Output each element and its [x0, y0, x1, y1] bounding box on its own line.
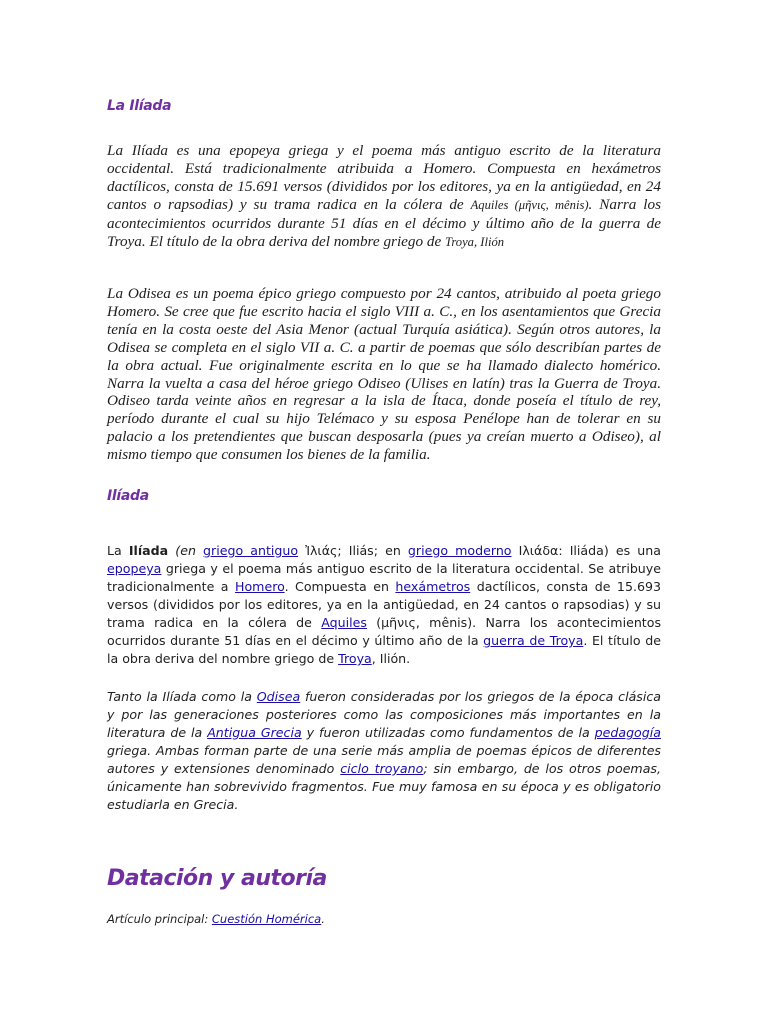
paragraph-text: Ιλιάδα: Iliáda) es una	[511, 543, 661, 558]
heading-iliada: Ilíada	[107, 488, 149, 504]
paragraph-iliada-odisea	[107, 688, 661, 814]
paragraph-text: . Compuesta en	[284, 579, 396, 594]
paragraph-iliada-intro	[107, 142, 661, 251]
link-antigua-grecia[interactable]: Antigua Grecia	[207, 725, 302, 740]
paragraph-text: ; sin embargo, de los otros poemas, únicamente han sobrevivido fragmentos. Fue muy famosa en su época y es obligatorio estudiarla en Grecia.	[107, 761, 661, 812]
paragraph-text: Troya, Ilión	[445, 234, 505, 249]
link-troya[interactable]: Troya	[338, 651, 372, 666]
heading-datacion-y-autoria: Datación y autoría	[107, 866, 327, 891]
heading-la-iliada: La Ilíada	[107, 98, 172, 114]
link-epopeya[interactable]: epopeya	[107, 561, 162, 576]
paragraph-text: (en	[168, 543, 204, 558]
paragraph-text: dactílicos, consta de 15.693 versos (divididos por los editores, ya en la antigüedad, en 24 cantos o rapsodias) y su trama radica en la cólera de	[107, 579, 662, 630]
link-pedagogia[interactable]: pedagogía	[594, 725, 661, 740]
paragraph-text: griega. Ambas forman parte de una serie más amplia de poemas épicos de diferentes autores y extensiones denominado	[107, 743, 661, 776]
bold-term: Ilíada	[128, 543, 169, 558]
paragraph-text: fueron consideradas por los griegos de la época clásica y por las generaciones posteriores como las composiciones más importantes en la literatura de la	[107, 689, 661, 740]
link-ciclo-troyano[interactable]: ciclo troyano	[340, 761, 424, 776]
main-article-note	[107, 912, 325, 926]
link-griego-moderno[interactable]: griego moderno	[407, 543, 512, 558]
paragraph-text: Ἰλιάς; Iliás; en	[298, 543, 408, 558]
paragraph-text: (μῆνις, mênis). Narra los acontecimientos ocurridos durante 51 días en el décimo y último año de la	[107, 615, 662, 648]
paragraph-iliada-wiki	[107, 542, 661, 668]
paragraph-text: Tanto la Ilíada como la	[107, 689, 257, 704]
paragraph-text: Aquiles (μῆνις, mênis)	[470, 197, 589, 212]
paragraph-text: . Narra los acontecimientos ocurridos durante 51 días en el décimo y último año de la guerra de Troya. El título de la obra deriva del nombre griego de	[107, 195, 662, 250]
note-prefix: Artículo principal:	[107, 912, 212, 926]
paragraph-text: , Ilión.	[371, 651, 411, 666]
note-suffix: .	[321, 912, 325, 926]
paragraph-text: La	[107, 543, 129, 558]
link-guerra-de-troya[interactable]: guerra de Troya	[483, 633, 584, 648]
paragraph-text: griega y el poema más antiguo escrito de la literatura occidental. Se atribuye tradicionalmente a	[107, 561, 661, 594]
link-hexametros[interactable]: hexámetros	[395, 579, 471, 594]
paragraph-odisea: La Odisea es un poema épico griego compuesto por 24 cantos, atribuido al poeta griego Homero. Se cree que fue escrito hacia el siglo VIII a. C., en los asentamientos que Grecia tenía en la costa oeste del Asia Menor (actual Turquía asiática). Según otros autores, la Odisea se completa en el siglo VII a. C. a partir de poemas que sólo describían partes de la obra actual. Fue originalmente escrita en lo que se ha llamado dialecto homérico. Narra la vuelta a casa del héroe griego Odiseo (Ulises en latín) tras la Guerra de Troya. Odiseo tarda veinte años en regresar a la isla de Ítaca, donde poseía el título de rey, período durante el cual su hijo Telémaco y su esposa Penélope han de tolerar en su palacio a los pretendientes que buscan desposarla (pues ya creían muerto a Odiseo), al mismo tiempo que consumen los bienes de la familia.	[107, 285, 661, 464]
link-odisea[interactable]: Odisea	[256, 689, 301, 704]
paragraph-text: y fueron utilizadas como fundamentos de la	[301, 725, 595, 740]
link-homero[interactable]: Homero	[235, 579, 285, 594]
paragraph-text: La Ilíada es una epopeya griega y el poema más antiguo escrito de la literatura occidental. Está tradicionalmente atribuida a Homero. Compuesta en hexámetros dactílicos, consta de 15.691 versos (divididos por los editores, ya en la antigüedad, en 24 cantos o rapsodias) y su trama radica en la cólera de	[107, 142, 661, 213]
paragraph-text: . El título de la obra deriva del nombre griego de	[107, 633, 661, 666]
link-aquiles[interactable]: Aquiles	[321, 615, 367, 630]
link-griego-antiguo[interactable]: griego antiguo	[203, 543, 299, 558]
link-cuestion-homerica[interactable]: Cuestión Homérica	[211, 912, 322, 926]
